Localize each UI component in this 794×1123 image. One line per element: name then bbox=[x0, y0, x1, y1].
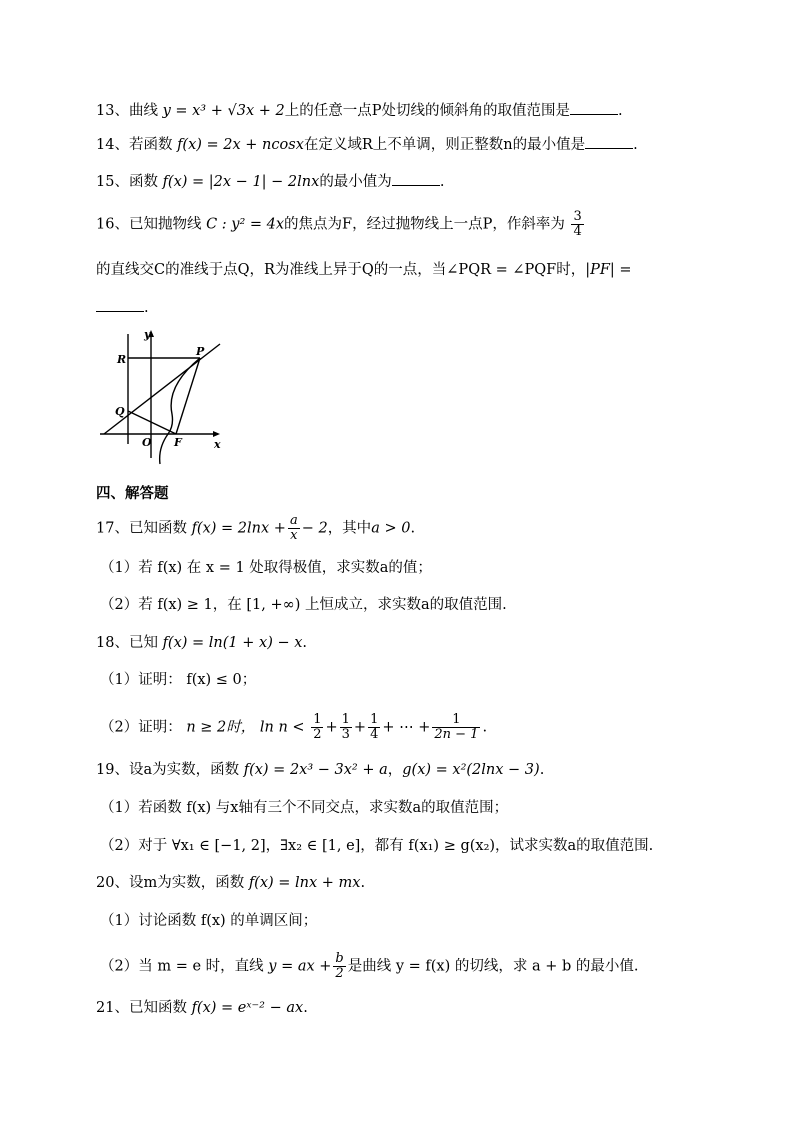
answer-blank[interactable] bbox=[392, 171, 440, 186]
math-expression: C : y² = 4x bbox=[206, 216, 285, 233]
question-18: 18、已知 f(x) = ln(1 + x) − x. bbox=[96, 635, 308, 651]
numerator: 1 bbox=[313, 712, 322, 727]
question-21: 21、已知函数 f(x) = eˣ⁻² − ax. bbox=[96, 1000, 308, 1016]
fraction bbox=[311, 713, 323, 742]
label-f: F bbox=[174, 436, 182, 449]
denominator: 2n − 1 bbox=[434, 727, 479, 742]
math-expression: f(x) = ln(1 + x) − x bbox=[162, 635, 303, 651]
question-17-part2: （2）若 f(x) ≥ 1，在 [1, +∞) 上恒成立，求实数a的取值范围. bbox=[100, 597, 507, 613]
question-text: 已知 bbox=[128, 635, 158, 651]
math-expression: y = x³ + √3x + 2 bbox=[162, 103, 285, 119]
question-text: 的焦点为F，经过抛物线上一点P，作斜率为 bbox=[284, 216, 565, 233]
math-expression: f(x) = 2x + ncosx bbox=[177, 137, 304, 153]
segment-qf bbox=[128, 411, 176, 434]
math-expression: − 2 bbox=[301, 520, 328, 537]
question-19-part1: （1）若函数 f(x) 与x轴有三个不同交点，求实数a的取值范围； bbox=[100, 800, 509, 816]
ellipsis: + ⋯ + bbox=[382, 719, 431, 736]
question-18-part1: （1）证明： f(x) ≤ 0； bbox=[100, 672, 257, 688]
fraction bbox=[368, 713, 380, 742]
math-expression: f(x) = 2x³ − 3x² + a bbox=[243, 762, 388, 778]
section-heading: 四、解答题 bbox=[96, 486, 169, 502]
question-text: 已知函数 bbox=[128, 520, 187, 537]
question-text: 设m为实数，函数 bbox=[128, 875, 245, 891]
numerator: b bbox=[335, 951, 344, 966]
math-expression: f(x) = |2x − 1| − 2lnx bbox=[162, 174, 320, 190]
denominator: x bbox=[290, 528, 298, 543]
answer-blank[interactable] bbox=[96, 297, 144, 312]
label-r: R bbox=[117, 353, 127, 366]
denominator: 2 bbox=[335, 966, 344, 981]
question-20: 20、设m为实数，函数 f(x) = lnx + mx. bbox=[96, 875, 366, 891]
math-expression: g(x) = x²(2lnx − 3) bbox=[402, 762, 540, 778]
question-16 bbox=[96, 210, 586, 239]
question-text: 若函数 bbox=[128, 137, 173, 153]
question-14 bbox=[96, 134, 638, 155]
question-13 bbox=[96, 100, 623, 121]
label-q: Q bbox=[115, 405, 125, 418]
question-text: 设a为实数，函数 bbox=[128, 762, 240, 778]
math-expression: f(x) = eˣ⁻² − ax bbox=[191, 1000, 304, 1016]
slope-fraction bbox=[571, 210, 583, 239]
question-text: 曲线 bbox=[128, 103, 158, 119]
question-number: 17、 bbox=[96, 520, 129, 537]
question-16-line3 bbox=[96, 297, 149, 318]
question-text: 的最小值为 bbox=[319, 174, 392, 190]
math-expression: y = ax + bbox=[268, 958, 332, 975]
label-o: O bbox=[142, 436, 152, 449]
math-expression: ln n < bbox=[259, 719, 305, 736]
question-number: 20、 bbox=[96, 875, 129, 891]
punctuation: ， bbox=[387, 762, 403, 778]
question-number: 14、 bbox=[96, 137, 129, 153]
question-17-part1: （1）若 f(x) 在 x = 1 处取得极值，求实数a的值； bbox=[100, 560, 432, 576]
math-expression: |PF| = bbox=[585, 262, 632, 278]
numerator: 1 bbox=[341, 712, 350, 727]
question-18-part2: （2）证明： n ≥ 2时， ln n < $\frac{1}{2}$ + $\frac{1}{3}$ + $\frac{1}{4}$ + ⋯ + $\frac{1}{2n - 1}$ . bbox=[100, 712, 488, 742]
fraction bbox=[432, 713, 480, 742]
question-number: 18、 bbox=[96, 635, 129, 651]
parabola-figure bbox=[96, 326, 230, 466]
question-15 bbox=[96, 171, 444, 192]
label-x: x bbox=[214, 438, 221, 451]
math-expression: n ≥ 2时， bbox=[186, 719, 256, 736]
question-text: 是曲线 y = f(x) 的切线，求 a + b 的最小值. bbox=[347, 958, 639, 975]
question-16-line2 bbox=[96, 260, 632, 280]
question-number: 19、 bbox=[96, 762, 129, 778]
math-expression: f(x) = 2lnx + bbox=[191, 520, 286, 537]
question-number: 16、 bbox=[96, 216, 129, 233]
label-y: y bbox=[144, 328, 151, 341]
denominator: 4 bbox=[573, 224, 582, 239]
question-19: 19、设a为实数，函数 f(x) = 2x³ − 3x² + a，g(x) = x²(2lnx − 3). bbox=[96, 762, 545, 778]
label-p: P bbox=[196, 345, 205, 358]
answer-blank[interactable] bbox=[570, 100, 618, 115]
punctuation: . bbox=[617, 103, 623, 119]
question-text: 已知抛物线 bbox=[128, 216, 202, 233]
question-19-part2: （2）对于 ∀x₁ ∈ [−1, 2]，∃x₂ ∈ [1, e]，都有 f(x₁) ≥ g(x₂)，试求实数a的取值范围. bbox=[100, 838, 654, 854]
question-text: 已知函数 bbox=[128, 1000, 187, 1016]
question-text: 上的任意一点P处切线的倾斜角的取值范围是 bbox=[284, 103, 570, 119]
x-axis-arrow bbox=[213, 431, 220, 437]
numerator: 3 bbox=[573, 209, 582, 224]
question-text: （2）当 m = e 时，直线 bbox=[100, 958, 264, 975]
question-number: 15、 bbox=[96, 174, 129, 190]
numerator: a bbox=[289, 513, 298, 528]
math-expression: a > 0 bbox=[371, 520, 411, 537]
question-17: 17、已知函数 f(x) = 2lnx + $\frac{a}{x}$ − 2，其中a > 0. bbox=[96, 513, 416, 543]
fraction bbox=[333, 952, 345, 981]
math-expression: f(x) = lnx + mx bbox=[248, 875, 361, 891]
question-20-part1: （1）讨论函数 f(x) 的单调区间； bbox=[100, 913, 318, 929]
punctuation: . bbox=[439, 174, 445, 190]
punctuation: . bbox=[633, 137, 638, 153]
question-20-part2 bbox=[100, 952, 639, 981]
answer-blank[interactable] bbox=[585, 134, 633, 149]
question-number: 13、 bbox=[96, 103, 129, 119]
question-text: 的直线交C的准线于点Q，R为准线上异于Q的一点，当∠PQR = ∠PQF时， bbox=[96, 262, 586, 278]
question-text: 函数 bbox=[128, 174, 158, 190]
question-text: 在定义域R上不单调，则正整数n的最小值是 bbox=[303, 137, 586, 153]
denominator: 4 bbox=[370, 727, 379, 742]
numerator: 1 bbox=[432, 713, 480, 728]
denominator: 2 bbox=[313, 727, 322, 742]
numerator: 1 bbox=[370, 712, 379, 727]
question-text: （2）证明： bbox=[100, 719, 182, 736]
fraction bbox=[340, 713, 352, 742]
question-number: 21、 bbox=[96, 1000, 129, 1016]
question-text: ，其中 bbox=[327, 520, 372, 537]
denominator: 3 bbox=[341, 727, 350, 742]
punctuation: . bbox=[144, 300, 149, 316]
fraction bbox=[288, 514, 300, 543]
